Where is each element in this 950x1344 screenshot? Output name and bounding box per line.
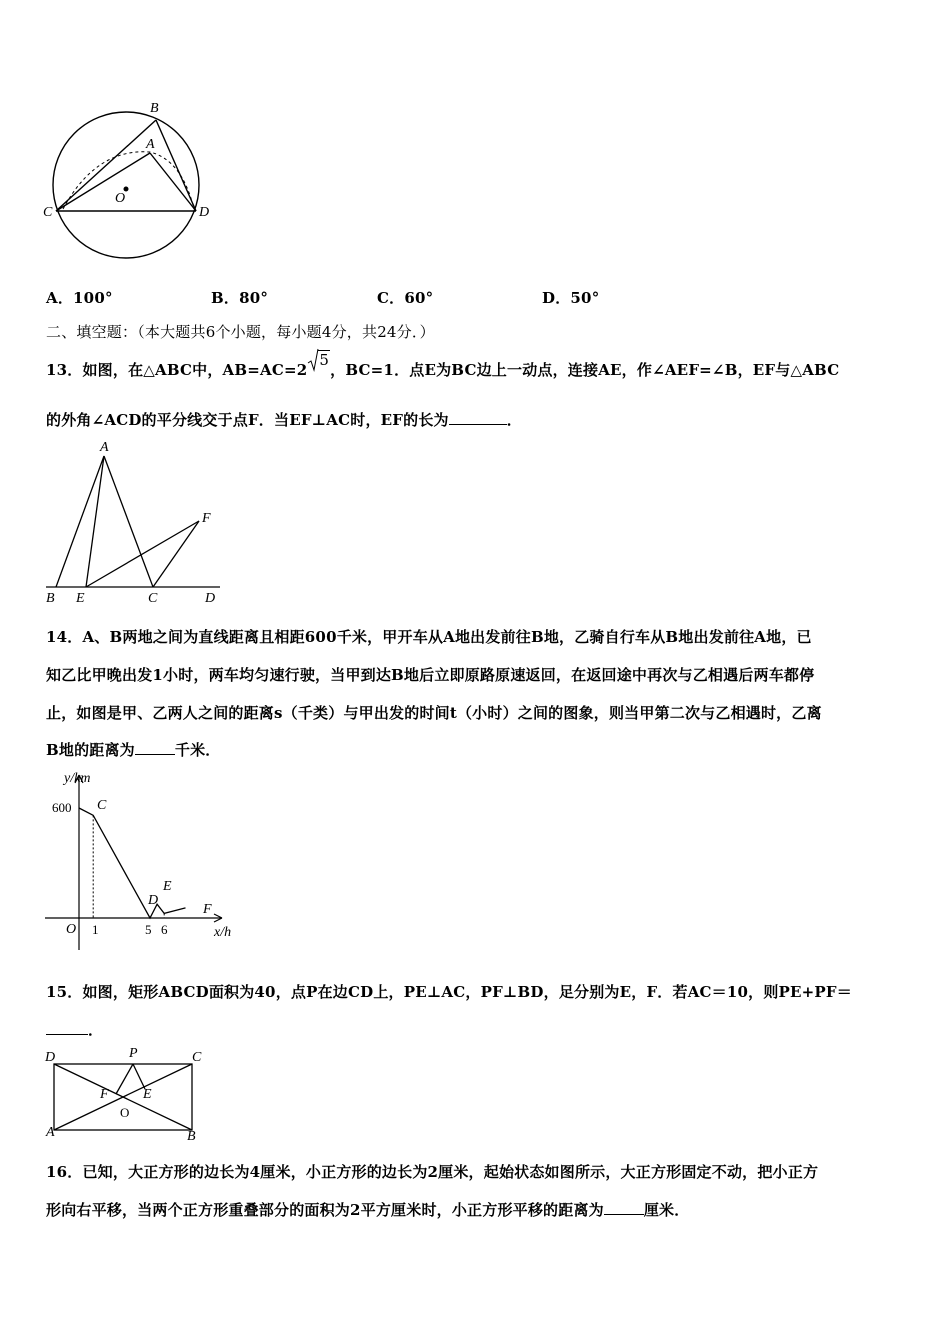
option-c[interactable] [377, 287, 433, 308]
label-e: E [143, 1087, 152, 1102]
q14-text-b: 千米． [174, 741, 221, 759]
q16-text-b: 厘米． [643, 1201, 690, 1219]
q15-text-b: ． [88, 1021, 104, 1039]
q16-line1: 16．已知，大正方形的边长为4厘米，小正方形的边长为2厘米，起始状态如图所示，大正方形固定不动，把小正方 [46, 1163, 819, 1181]
section-2-heading: 二、填空题：（本大题共6个小题，每小题4分，共24分．） [46, 323, 435, 341]
label-d: D [45, 1050, 56, 1065]
q13-line2 [46, 409, 522, 430]
label-b: B [150, 101, 159, 116]
x-axis-label: x/h [214, 925, 232, 940]
sqrt-5 [307, 351, 330, 379]
label-c: C [43, 205, 53, 220]
option-b-letter: B． [211, 289, 240, 307]
segment-ab [56, 456, 104, 587]
option-d[interactable] [542, 287, 599, 308]
sqrt-radicand: 5 [319, 351, 330, 369]
x-tick-1: 1 [92, 922, 99, 937]
y-tick-600: 600 [52, 800, 72, 815]
q14-line2: 知乙比甲晚出发1小时，两车均匀速行驶，当甲到达B地后立即原路原速返回，在返回途中再次与乙相遇后两车都停 [46, 666, 815, 684]
q15-line1: 15．如图，矩形ABCD面积为40，点P在边CD上，PE⊥AC，PF⊥BD，足分别为E，F．若AC＝10，则PE+PF＝ [46, 983, 852, 1001]
label-b: B [187, 1129, 196, 1144]
label-d: D [205, 591, 216, 606]
q16-line2 [46, 1199, 689, 1220]
q15-rectangle-diagram [0, 0, 200, 100]
label-p: P [129, 1046, 138, 1061]
q16-text-a: 形向右平移，当两个正方形重叠部分的面积为2平方厘米时，小正方形平移的距离为 [46, 1201, 604, 1219]
segment-ae [86, 456, 104, 587]
label-a: A [46, 1125, 55, 1140]
label-e: E [76, 591, 85, 606]
label-f: F [202, 511, 211, 526]
option-d-value: 50° [570, 289, 600, 307]
q13-answer-blank[interactable] [449, 410, 507, 425]
segment-ac [104, 456, 153, 587]
x-tick-6: 6 [161, 922, 168, 937]
segment-ef [86, 521, 199, 587]
point-label-f: F [203, 902, 212, 917]
segment-pf [116, 1064, 133, 1094]
option-c-value: 60° [404, 289, 434, 307]
q14-line3: 止，如图是甲、乙两人之间的距离s（千类）与甲出发的时间t（小时）之间的图象，则当甲第二次与乙相遇时，乙离 [46, 704, 822, 722]
q14-line4 [46, 739, 221, 760]
option-a-value: 100° [73, 289, 113, 307]
label-o: O [115, 191, 126, 206]
option-a-letter: A． [46, 289, 74, 307]
q16-answer-blank[interactable] [604, 1200, 644, 1215]
point-label-d: D [148, 893, 159, 908]
q13-text-d: ． [506, 411, 522, 429]
q14-answer-blank[interactable] [135, 740, 175, 755]
point-label-c: C [97, 798, 107, 813]
segment-pe [133, 1064, 145, 1089]
origin-label: O [66, 922, 77, 937]
q14-line1: 14．A、B两地之间为直线距离且相距600千米，甲开车从A地出发前往B地，乙骑自行车从B地出发前往A地，已 [46, 628, 812, 646]
q14-text-a: B地的距离为 [46, 741, 135, 759]
label-c: C [148, 591, 158, 606]
option-d-letter: D． [542, 289, 571, 307]
q15-answer-blank[interactable] [46, 1020, 88, 1035]
segment-cf [153, 521, 199, 587]
label-c: C [192, 1050, 202, 1065]
y-axis-label: y/km [64, 771, 91, 786]
q13-line1 [46, 351, 840, 380]
x-tick-5: 5 [145, 922, 152, 937]
q13-text-a: 13．如图，在△ABC中，AB=AC=2 [46, 361, 308, 379]
point-label-e: E [163, 879, 172, 894]
option-a[interactable] [46, 287, 113, 308]
q13-text-c: 的外角∠ACD的平分线交于点F．当EF⊥AC时，EF的长为 [46, 411, 449, 429]
label-d: D [199, 205, 210, 220]
q13-text-b: ，BC=1．点E为BC边上一动点，连接AE，作∠AEF=∠B，EF与△ABC [330, 361, 840, 379]
q15-line2 [46, 1019, 103, 1040]
label-f: F [100, 1087, 109, 1102]
option-c-letter: C． [377, 289, 405, 307]
label-a: A [100, 440, 109, 455]
option-b[interactable] [211, 287, 268, 308]
distance-series-line [79, 808, 186, 918]
label-b: B [46, 591, 55, 606]
option-b-value: 80° [239, 289, 269, 307]
label-a: A [146, 137, 155, 152]
label-o: O [120, 1105, 130, 1120]
